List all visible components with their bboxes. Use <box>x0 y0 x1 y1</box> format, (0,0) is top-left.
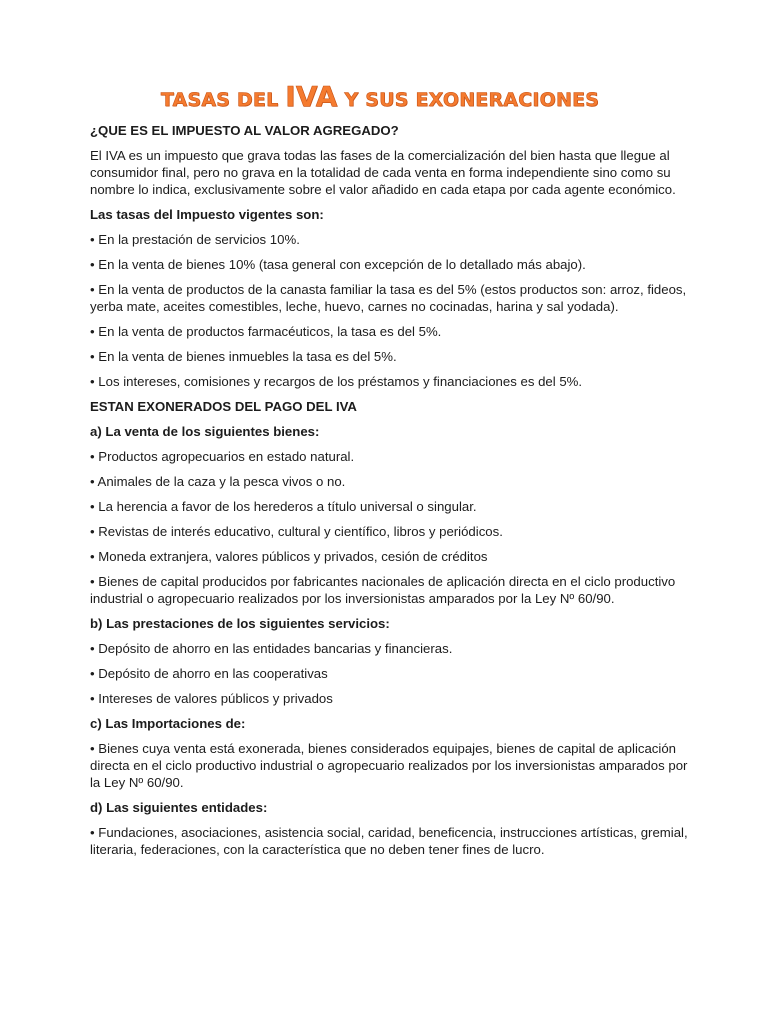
title-part-before: TASAS DEL <box>160 89 286 111</box>
body-paragraph: • Moneda extranjera, valores públicos y privados, cesión de créditos <box>90 549 488 564</box>
title-highlight-iva: IVA <box>285 80 338 113</box>
body-paragraph: • En la venta de bienes 10% (tasa general con excepción de lo detallado más abajo). <box>90 257 586 272</box>
body-paragraph: • En la venta de productos farmacéuticos, la tasa es del 5%. <box>90 324 442 339</box>
section-heading: c) Las Importaciones de: <box>90 716 246 731</box>
document-body <box>90 122 690 858</box>
section-heading: d) Las siguientes entidades: <box>90 800 268 815</box>
document-page <box>90 78 690 866</box>
body-paragraph: • En la venta de bienes inmuebles la tasa es del 5%. <box>90 349 397 364</box>
body-paragraph: • En la prestación de servicios 10%. <box>90 232 300 247</box>
title-part-after: Y SUS EXONERACIONES <box>337 89 600 111</box>
body-paragraph: • Fundaciones, asociaciones, asistencia social, caridad, beneficencia, instrucciones artísticas, gremial, literaria, federaciones, con la característica que no deben tener fines de lucro. <box>90 825 688 857</box>
body-paragraph: • Revistas de interés educativo, cultural y científico, libros y periódicos. <box>90 524 503 539</box>
section-heading: Las tasas del Impuesto vigentes son: <box>90 207 324 222</box>
body-paragraph: • La herencia a favor de los herederos a título universal o singular. <box>90 499 477 514</box>
body-paragraph: • Depósito de ahorro en las entidades bancarias y financieras. <box>90 641 453 656</box>
document-title <box>70 78 690 116</box>
section-heading: a) La venta de los siguientes bienes: <box>90 424 320 439</box>
section-heading: ¿QUE ES EL IMPUESTO AL VALOR AGREGADO? <box>90 123 399 138</box>
body-paragraph: • Bienes de capital producidos por fabricantes nacionales de aplicación directa en el ciclo productivo industrial o agropecuario realizados por los inversionistas amparados por la Ley Nº 60/90. <box>90 574 676 606</box>
body-paragraph: • Bienes cuya venta está exonerada, bienes considerados equipajes, bienes de capital de aplicación directa en el ciclo productivo industrial o agropecuario realizados por los inversionistas amparados por la Ley Nº 60/90. <box>90 741 688 790</box>
body-paragraph: • Productos agropecuarios en estado natural. <box>90 449 355 464</box>
body-paragraph: • Depósito de ahorro en las cooperativas <box>90 666 328 681</box>
section-heading: ESTAN EXONERADOS DEL PAGO DEL IVA <box>90 399 357 414</box>
body-paragraph: El IVA es un impuesto que grava todas las fases de la comercialización del bien hasta que llegue al consumidor final, pero no grava en la totalidad de cada venta en forma independiente sino como su nombre lo indica, exclusivamente sobre el valor añadido en cada etapa por cada agente económico. <box>90 148 676 197</box>
body-paragraph: • Animales de la caza y la pesca vivos o no. <box>90 474 346 489</box>
section-heading: b) Las prestaciones de los siguientes servicios: <box>90 616 390 631</box>
body-paragraph: • Los intereses, comisiones y recargos de los préstamos y financiaciones es del 5%. <box>90 374 583 389</box>
body-paragraph: • En la venta de productos de la canasta familiar la tasa es del 5% (estos productos son: arroz, fideos, yerba mate, aceites comestibles, leche, huevo, carnes no cocinadas, harina y sal yodada). <box>90 282 687 314</box>
body-paragraph: • Intereses de valores públicos y privados <box>90 691 333 706</box>
